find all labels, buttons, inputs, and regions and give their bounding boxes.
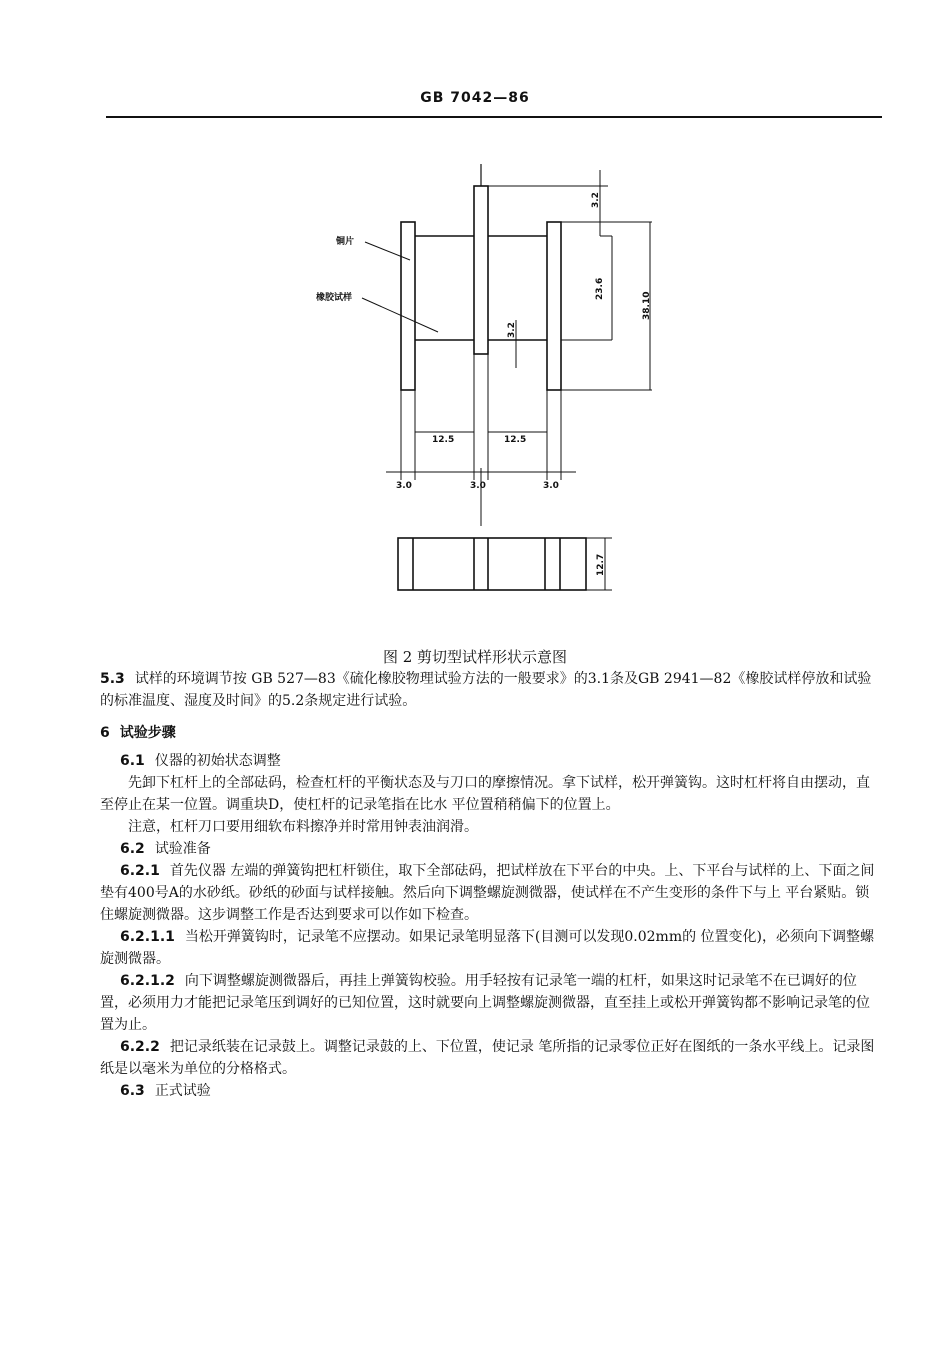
- dim-width-mid: 3.0: [470, 481, 486, 491]
- section-6-3-heading: 6.3 正式试验: [120, 1083, 211, 1099]
- dim-height-total: 38.10: [642, 291, 652, 320]
- section-5-3: 5.3 试样的环境调节按 GB 527—83《硫化橡胶物理试验方法的一般要求》的3.1条及GB 2941—82《橡胶试样停放和试验的标准温度、湿度及时间》的5.2条规定进行试验。: [100, 671, 872, 709]
- figure-caption: 图 2 剪切型试样形状示意图: [382, 648, 568, 666]
- header-rule: [106, 116, 882, 118]
- shear-specimen-figure: [0, 150, 950, 640]
- dim-top-gap: 3.2: [591, 192, 601, 208]
- section-6-2-heading: 6.2 试验准备: [120, 841, 211, 857]
- section-6-2-1-1: 6.2.1.1 当松开弹簧钩时，记录笔不应摆动。如果记录笔明显落下(目测可以发现0.02mm的 位置变化)，必须向下调整螺旋测微器。: [100, 929, 875, 967]
- right-plate: [547, 222, 561, 390]
- center-plate: [474, 186, 488, 354]
- page-header: GB 7042—86: [420, 90, 530, 106]
- label-rubber: 橡胶试样: [316, 293, 353, 303]
- dim-width-side: 12.7: [596, 553, 606, 576]
- dim-bottom-gap: 3.2: [507, 322, 517, 338]
- dim-height-inner: 23.6: [595, 277, 605, 300]
- label-copper: 铜片: [336, 237, 355, 247]
- section-6-1-paragraph: 先卸下杠杆上的全部砝码，检查杠杆的平衡状态及与刀口的摩擦情况。拿下试样，松开弹簧钩。这时杠杆将自由摆动，直至停止在某一位置。调重块D，使杠杆的记录笔指在比水 平位置稍稍偏下的位置上。: [100, 775, 870, 813]
- section-6-2-1-2: 6.2.1.2 向下调整螺旋测微器后，再挂上弹簧钩校验。用手轻按有记录笔一端的杠杆，如果这时记录笔不在已调好的位置，必须用力才能把记录笔压到调好的已知位置，这时就要向上调整螺旋测微器，直至挂上或松开弹簧钩都不影响记录笔的位置为止。: [100, 973, 870, 1033]
- side-view: [398, 538, 586, 590]
- dim-gap-right: 12.5: [504, 435, 527, 445]
- left-plate: [401, 222, 415, 390]
- section-6-2-1: 6.2.1 首先仪器 左端的弹簧钩把杠杆锁住，取下全部砝码，把试样放在下平台的中央。上、下平台与试样的上、下面之间垫有400号A的水砂纸。砂纸的砂面与试样接触。然后向下调整螺旋测微器，使试样在不产生变形的条件下与上 平台紧贴。锁住螺旋测微器。这步调整工作是否达到要求可以作如下检查。: [100, 863, 875, 923]
- section-6-1-heading: 6.1 仪器的初始状态调整: [120, 753, 281, 769]
- dim-gap-left: 12.5: [432, 435, 455, 445]
- document-body: [100, 668, 880, 1102]
- dim-width-right: 3.0: [543, 481, 559, 491]
- section-6-heading: 6 试验步骤: [100, 725, 176, 741]
- section-6-2-2: 6.2.2 把记录纸装在记录鼓上。调整记录鼓的上、下位置，使记录 笔所指的记录零位正好在图纸的一条水平线上。记录图纸是以毫米为单位的分格格式。: [100, 1039, 875, 1077]
- section-6-1-note: 注意，杠杆刀口要用细软布料擦净并时常用钟表油润滑。: [128, 819, 478, 835]
- dim-width-left: 3.0: [396, 481, 412, 491]
